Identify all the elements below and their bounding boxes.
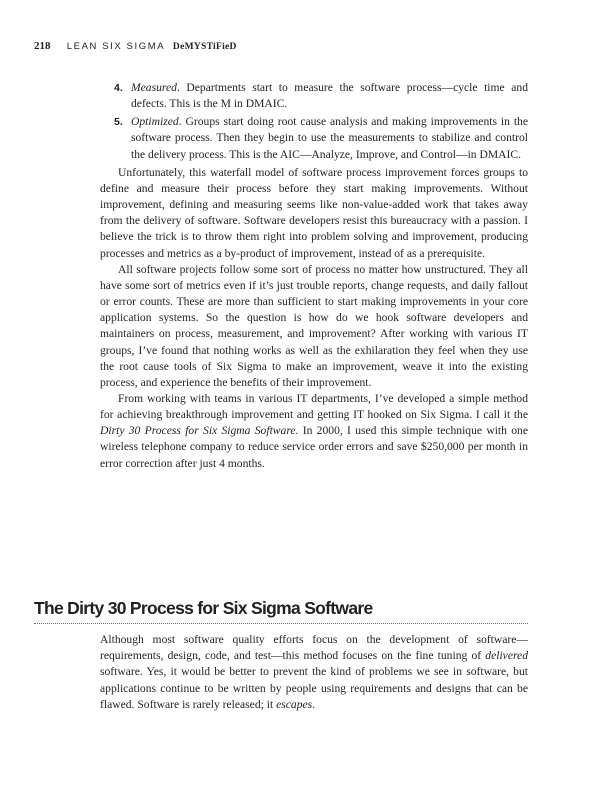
list-item bbox=[100, 114, 528, 162]
paragraph-text: From working with teams in various IT departments, I’ve developed a simple method for achieving breakthrough improvement and getting IT hooked on Six Sigma. I call it the bbox=[100, 391, 528, 422]
paragraph-text: . In 2000, I used this simple technique with one wireless telephone company to reduce service order errors and save $250,000 per month in error correction after just 4 months. bbox=[100, 424, 528, 470]
method-name: Dirty 30 Process for Six Sigma Software bbox=[100, 424, 296, 438]
emphasis-escapes: escapes bbox=[276, 697, 313, 711]
list-term: Measured bbox=[131, 81, 177, 94]
page-number: 218 bbox=[34, 40, 51, 52]
section-paragraph bbox=[100, 632, 528, 713]
paragraph-method bbox=[100, 391, 528, 472]
list-term: Optimized bbox=[131, 115, 179, 129]
book-subtitle: DeMYSTiFieD bbox=[172, 42, 237, 52]
body-text bbox=[100, 80, 528, 472]
book-title: LEAN SIX SIGMA bbox=[66, 41, 165, 52]
emphasis-delivered: delivered bbox=[485, 649, 528, 663]
list-number: 4. bbox=[114, 82, 123, 94]
list-text: . Departments start to measure the software process—cycle time and defects. This is the M in DMAIC. bbox=[131, 81, 528, 111]
paragraph-text: . bbox=[312, 697, 316, 711]
list-item bbox=[100, 80, 528, 112]
list-text: . Groups start doing root cause analysis and making improvements in the software process. Then they begin to use the measurements to stabilize and control the delivery process. This is the AIC—Analyze, Improve, and Control—in DMAIC. bbox=[131, 115, 528, 161]
section-heading: The Dirty 30 Process for Six Sigma Software bbox=[34, 598, 528, 624]
paragraph-process: All software projects follow some sort of process no matter how unstructured. They all have some sort of metrics even if it’s just trouble reports, change requests, and daily fallout or error counts. These are more than sufficient to start making improvements in your core application systems. So the question is how do we hook software developers and maintainers on process, measurement, and improvement? After working with various IT groups, I’ve found that nothing works as well as the exhilaration they feel when they use the root cause tools of Six Sigma to make an improvement, weave it into the existing process, and experience the benefits of their improvement. bbox=[100, 262, 528, 389]
paragraph-text: Although most software quality efforts focus on the development of software—requirements, design, code, and test—this method focuses on the fine tuning of bbox=[100, 633, 528, 663]
paragraph-waterfall: Unfortunately, this waterfall model of software process improvement forces groups to define and measure their process before they start making improvements. Without improvement, defining and measuring seems like non-value-added work that takes away from the delivery of software. Software developers resist this bureaucracy with a passion. I believe the trick is to throw them right into problem solving and improvement, producing processes and metrics as a by-product of improvement, instead of as a prerequisite. bbox=[100, 165, 528, 260]
list-number: 5. bbox=[114, 116, 123, 129]
running-head bbox=[34, 40, 237, 54]
maturity-list bbox=[100, 80, 528, 163]
paragraph-text: software. Yes, it would be better to prevent the kind of problems we see in software, but applications continue to be written by people using requirements and designs that can be flawed. Software is rarely released; it bbox=[100, 665, 528, 711]
